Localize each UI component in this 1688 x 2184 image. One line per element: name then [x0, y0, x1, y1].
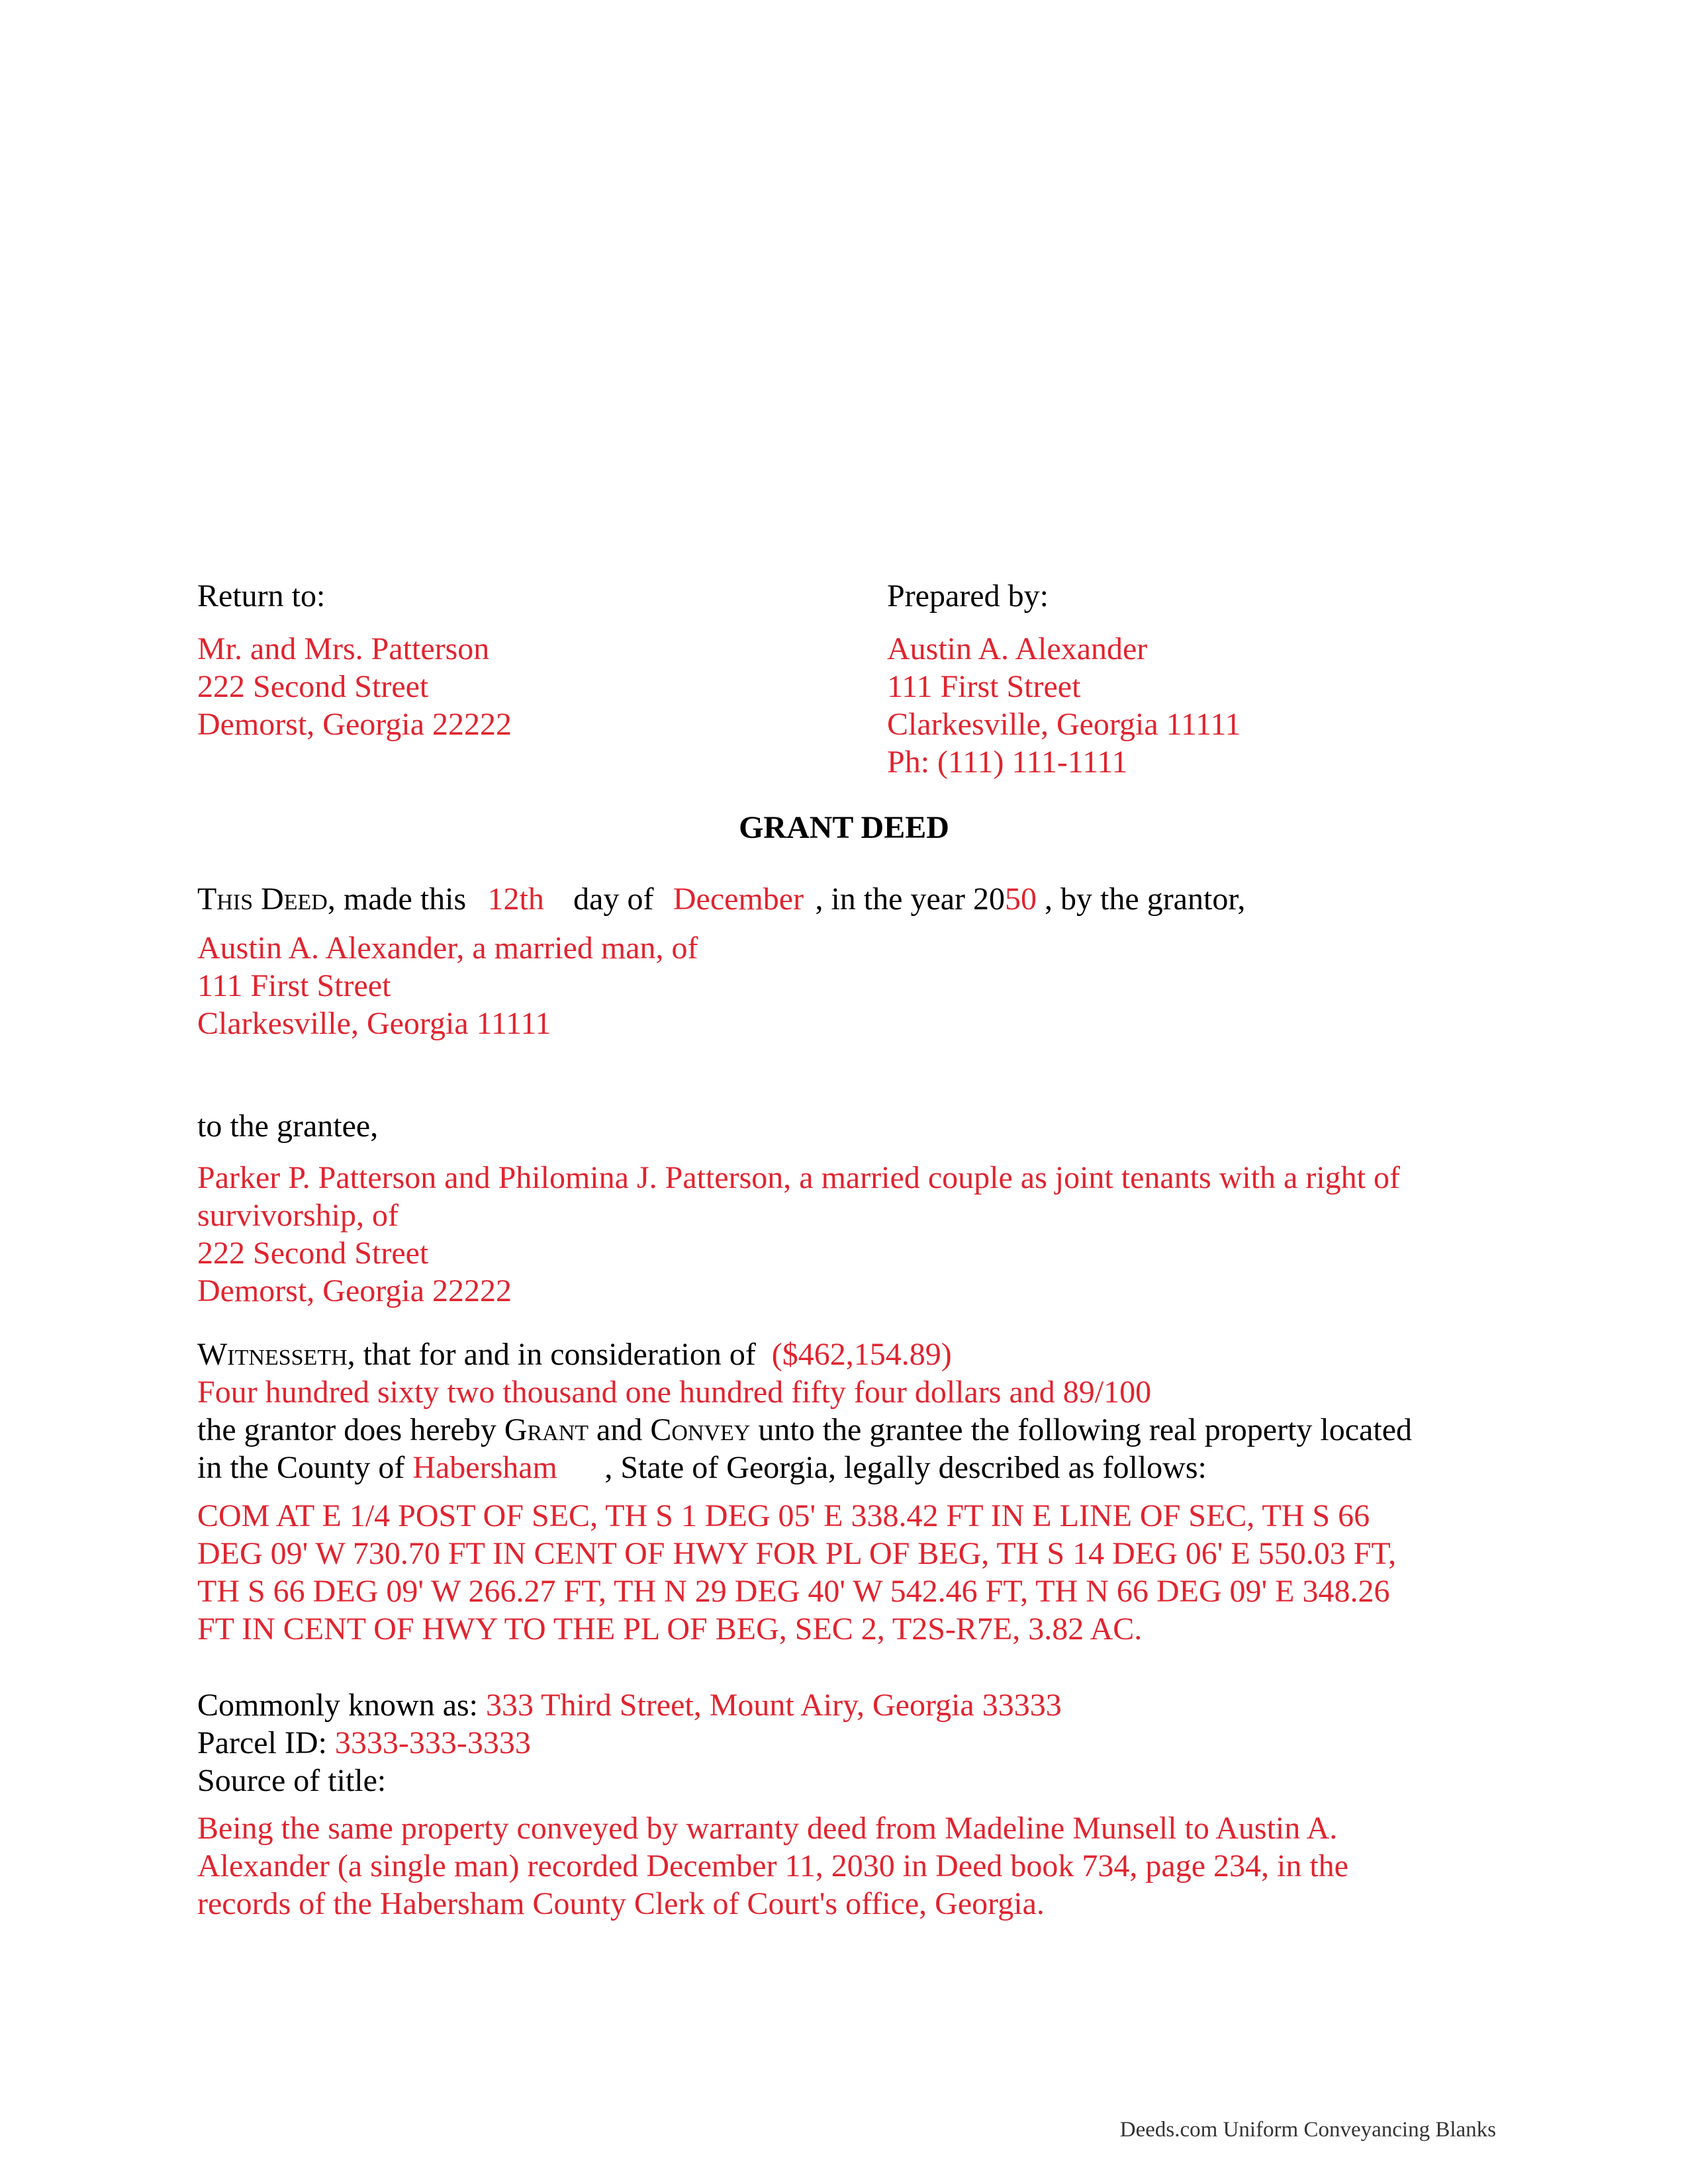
grant-word: Grant — [504, 1412, 589, 1447]
prepared-by-line: Austin A. Alexander — [887, 631, 1148, 666]
grant-line — [197, 1411, 1412, 1449]
parcel-id-label: Parcel ID: — [197, 1725, 327, 1760]
made-this-text: , made this — [327, 882, 467, 917]
grantee-line: survivorship, of — [197, 1198, 399, 1233]
this-word: This — [197, 882, 254, 917]
legal-description — [197, 1497, 1396, 1648]
commonly-known-line — [197, 1686, 1062, 1724]
grantor-line: Clarkesville, Georgia 11111 — [197, 1006, 551, 1041]
footer-brand: Deeds.com Uniform Conveyancing Blanks — [1119, 2118, 1496, 2142]
grantor-line: 111 First Street — [197, 968, 391, 1003]
grant-pre-text: the grantor does hereby — [197, 1412, 496, 1447]
return-to-label: Return to: — [197, 578, 326, 614]
year-field: 50 — [1005, 882, 1037, 917]
day-of-text: day of — [573, 882, 654, 917]
county-field: Habersham — [412, 1450, 557, 1485]
legal-description-line: TH S 66 DEG 09' W 266.27 FT, TH N 29 DEG 40' W 542.46 FT, TH N 66 DEG 09' E 348.26 — [197, 1574, 1390, 1609]
grantee-line: Parker P. Patterson and Philomina J. Patterson, a married couple as joint tenants with a right of — [197, 1160, 1400, 1195]
deed-line — [197, 880, 1245, 918]
legal-description-line: DEG 09' W 730.70 FT IN CENT OF HWY FOR PL OF BEG, TH S 14 DEG 06' E 550.03 FT, — [197, 1536, 1397, 1571]
day-field: 12th — [487, 882, 544, 917]
month-field: December — [673, 882, 804, 917]
grantee-line: Demorst, Georgia 22222 — [197, 1273, 512, 1308]
county-line — [197, 1449, 1412, 1486]
consideration-amount: ($462,154.89) — [771, 1337, 952, 1372]
prepared-by-address — [887, 630, 1241, 781]
source-of-title-line: Being the same property conveyed by warranty deed from Madeline Munsell to Austin A. — [197, 1811, 1338, 1846]
source-of-title-line: records of the Habersham County Clerk of Court's office, Georgia. — [197, 1886, 1045, 1921]
prepared-by-line: Ph: (111) 111-1111 — [887, 745, 1128, 780]
return-to-line: 222 Second Street — [197, 669, 429, 704]
legal-description-line: FT IN CENT OF HWY TO THE PL OF BEG, SEC 2, T2S-R7E, 3.82 AC. — [197, 1612, 1143, 1647]
source-of-title — [197, 1809, 1348, 1923]
in-year-text: , in the year 20 — [815, 882, 1006, 917]
return-to-line: Mr. and Mrs. Patterson — [197, 631, 490, 666]
prepared-by-line: 111 First Street — [887, 669, 1081, 704]
county-pre-text: in the County of — [197, 1450, 405, 1485]
commonly-known-label: Commonly known as: — [197, 1688, 479, 1723]
by-grantor-text: , by the grantor, — [1045, 882, 1246, 917]
return-to-address — [197, 630, 512, 743]
document-title: GRANT DEED — [739, 810, 949, 845]
return-to-line: Demorst, Georgia 22222 — [197, 707, 512, 742]
parcel-id-line — [197, 1724, 1062, 1762]
prepared-by-line: Clarkesville, Georgia 11111 — [887, 707, 1241, 742]
legal-description-line: COM AT E 1/4 POST OF SEC, TH S 1 DEG 05' E 338.42 FT IN E LINE OF SEC, TH S 66 — [197, 1498, 1370, 1533]
county-post-text: , State of Georgia, legally described as follows: — [604, 1450, 1207, 1485]
parcel-id-value: 3333-333-3333 — [334, 1725, 531, 1760]
amount-in-words: Four hundred sixty two thousand one hundred fifty four dollars and 89/100 — [197, 1375, 1152, 1410]
and-word: and — [596, 1412, 643, 1447]
prepared-by-label: Prepared by: — [887, 578, 1049, 614]
witnesseth-paragraph — [197, 1336, 1412, 1486]
commonly-known-value: 333 Third Street, Mount Airy, Georgia 33333 — [486, 1688, 1062, 1723]
grant-post-text: unto the grantee the following real property located — [758, 1412, 1412, 1447]
convey-word: Convey — [650, 1412, 751, 1447]
property-info — [197, 1686, 1062, 1799]
grantor-block — [197, 929, 698, 1042]
source-of-title-label: Source of title: — [197, 1763, 387, 1798]
consideration-line — [197, 1336, 1412, 1373]
source-of-title-line: Alexander (a single man) recorded December 11, 2030 in Deed book 734, page 234, in the — [197, 1848, 1348, 1884]
consideration-text: , that for and in consideration of — [347, 1337, 756, 1372]
to-grantee-text: to the grantee, — [197, 1109, 379, 1144]
deed-word: Deed — [261, 882, 328, 917]
grantee-block — [197, 1159, 1400, 1310]
witnesseth-word: Witnesseth — [197, 1337, 348, 1372]
grantee-line: 222 Second Street — [197, 1236, 429, 1271]
grantor-line: Austin A. Alexander, a married man, of — [197, 931, 698, 966]
